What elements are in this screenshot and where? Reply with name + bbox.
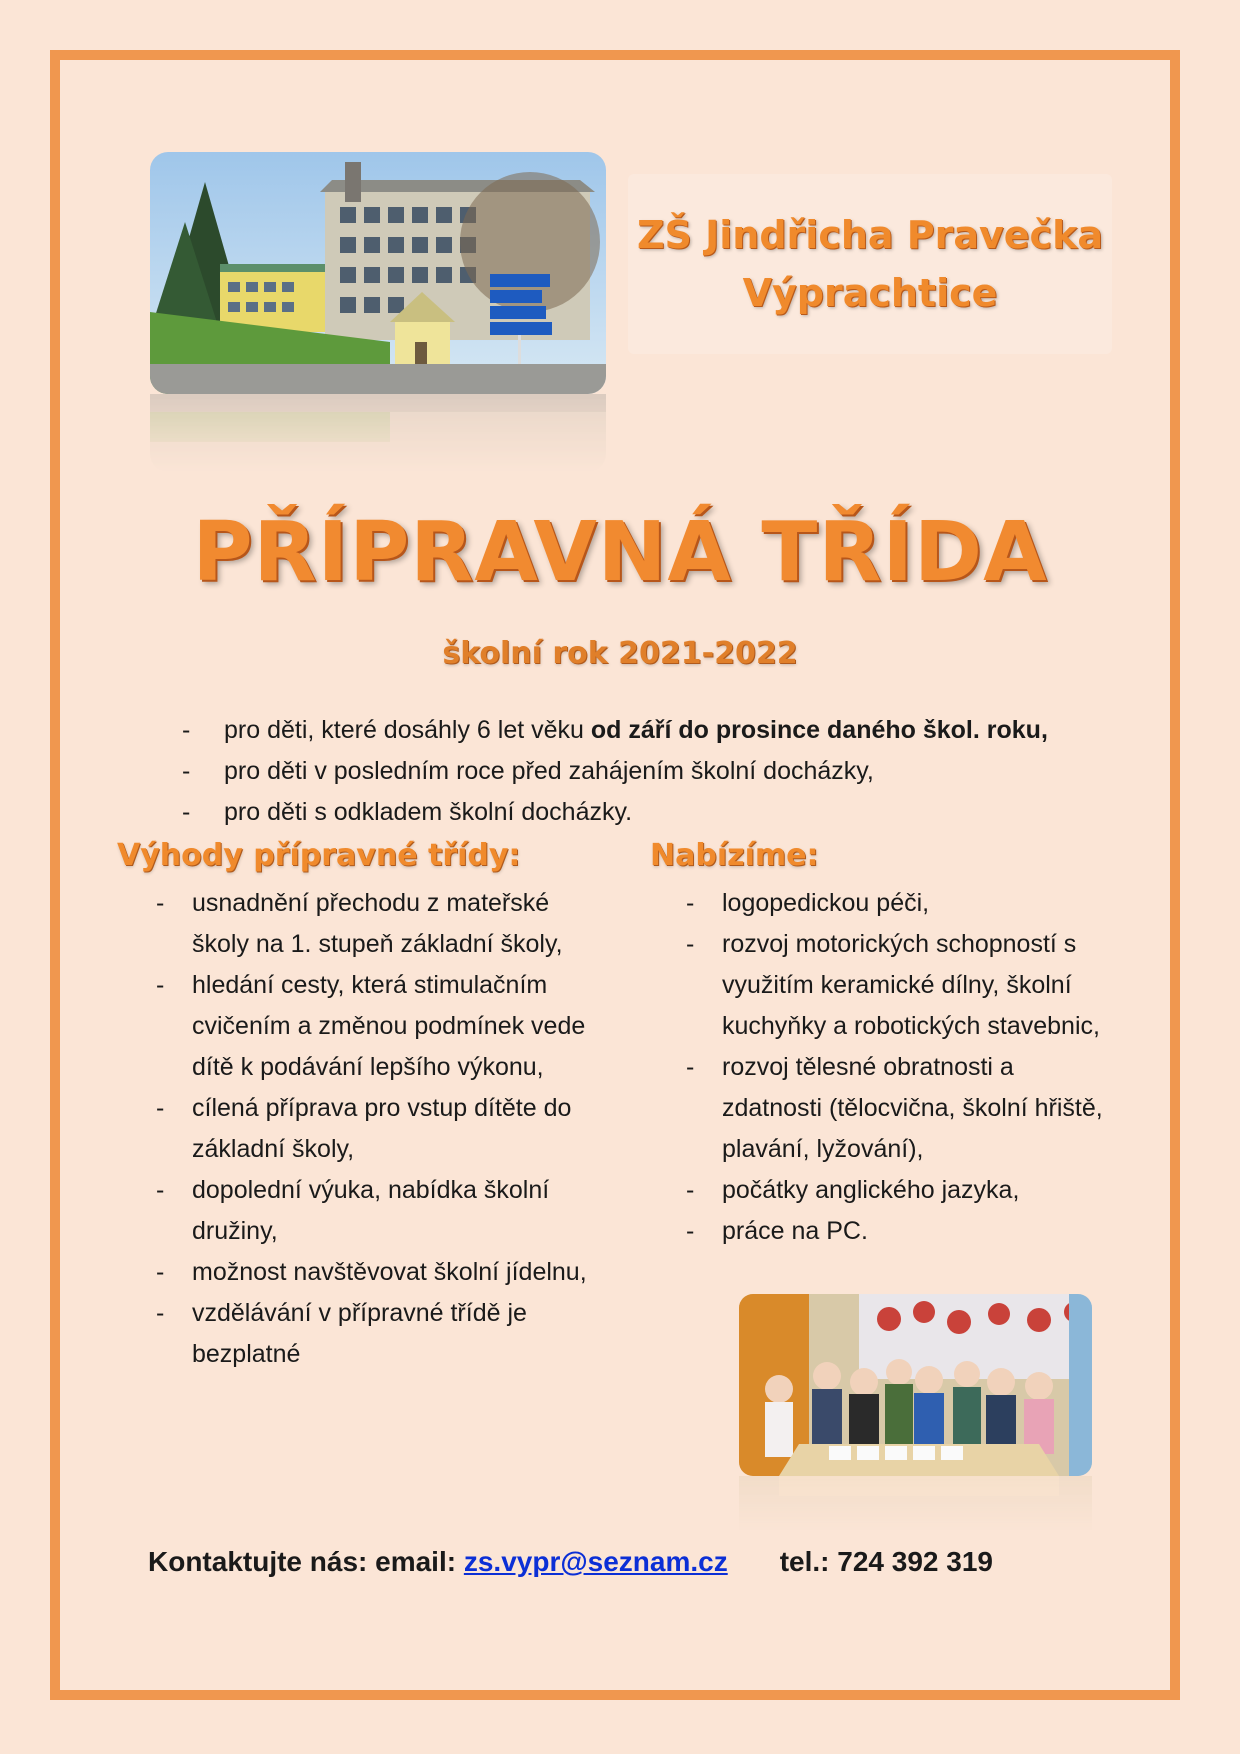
dash-bullet: -	[686, 930, 695, 958]
advantage-text: usnadnění přechodu z mateřské školy na 1. stupeň základní školy,	[192, 889, 563, 958]
advantage-text: cílená příprava pro vstup dítěte do základní školy,	[192, 1094, 572, 1163]
list-item	[156, 883, 596, 965]
classroom-children-photo	[739, 1294, 1092, 1476]
list-item	[182, 710, 1182, 751]
school-name	[628, 174, 1112, 354]
intro-item1-bold: od září do prosince daného škol. roku,	[590, 716, 1048, 744]
intro-item1-text: pro děti, které dosáhly 6 let věku	[224, 716, 591, 744]
list-item	[686, 1170, 1106, 1211]
page-title: PŘÍPRAVNÁ TŘÍDA	[192, 505, 1048, 600]
list-item	[686, 883, 1106, 924]
school-name-line2: Výprachtice	[742, 271, 998, 315]
target-group-list	[182, 710, 1182, 833]
school-name-line1: ZŠ Jindřicha Pravečka	[636, 213, 1103, 257]
advantage-text: možnost navštěvovat školní jídelnu,	[192, 1258, 587, 1286]
dash-bullet: -	[156, 1299, 165, 1327]
offer-list	[686, 883, 1106, 1252]
dash-bullet: -	[182, 798, 191, 826]
list-item	[686, 924, 1106, 1047]
dash-bullet: -	[156, 1094, 165, 1122]
offer-text: rozvoj motorických schopností s využitím keramické dílny, školní kuchyňky a robotických stavebnic,	[722, 930, 1100, 1040]
list-item	[156, 1293, 596, 1375]
list-item	[686, 1047, 1106, 1170]
school-year: školní rok 2021-2022	[442, 636, 798, 671]
dash-bullet: -	[686, 889, 695, 917]
dash-bullet: -	[686, 1176, 695, 1204]
contact-label: Kontaktujte nás: email:	[148, 1546, 464, 1577]
list-item	[156, 1252, 596, 1293]
classroom-photo-reflection	[739, 1476, 1092, 1532]
list-item	[686, 1211, 1106, 1252]
dash-bullet: -	[156, 971, 165, 999]
list-item	[182, 751, 1182, 792]
advantages-list	[156, 883, 596, 1375]
intro-item3-text: pro děti s odkladem školní docházky.	[224, 798, 633, 826]
advantages-heading: Výhody přípravné třídy:	[117, 838, 521, 873]
advantage-text: vzdělávání v přípravné třídě je bezplatné	[192, 1299, 527, 1368]
dash-bullet: -	[182, 757, 191, 785]
list-item	[156, 965, 596, 1088]
offer-text: počátky anglického jazyka,	[722, 1176, 1020, 1204]
dash-bullet: -	[156, 889, 165, 917]
advantage-text: dopolední výuka, nabídka školní družiny,	[192, 1176, 550, 1245]
dash-bullet: -	[686, 1053, 695, 1081]
dash-bullet: -	[156, 1176, 165, 1204]
contact-line	[148, 1546, 1148, 1578]
list-item	[156, 1088, 596, 1170]
advantage-text: hledání cesty, která stimulačním cvičením a změnou podmínek vede dítě k podávání lepšího výkonu,	[192, 971, 586, 1081]
phone-number: tel.: 724 392 319	[779, 1546, 993, 1577]
dash-bullet: -	[182, 716, 191, 744]
school-building-photo	[150, 152, 606, 394]
school-photo-reflection	[150, 394, 606, 472]
offer-heading: Nabízíme:	[650, 838, 819, 873]
offer-text: rozvoj tělesné obratnosti a zdatnosti (tělocvična, školní hřiště, plavání, lyžování),	[722, 1053, 1103, 1163]
email-link[interactable]: zs.vypr@seznam.cz	[463, 1546, 728, 1577]
dash-bullet: -	[686, 1217, 695, 1245]
offer-text: logopedickou péči,	[722, 889, 930, 917]
list-item	[182, 792, 1182, 833]
offer-text: práce na PC.	[722, 1217, 868, 1245]
intro-item2-text: pro děti v posledním roce před zahájením školní docházky,	[224, 757, 874, 785]
dash-bullet: -	[156, 1258, 165, 1286]
list-item	[156, 1170, 596, 1252]
